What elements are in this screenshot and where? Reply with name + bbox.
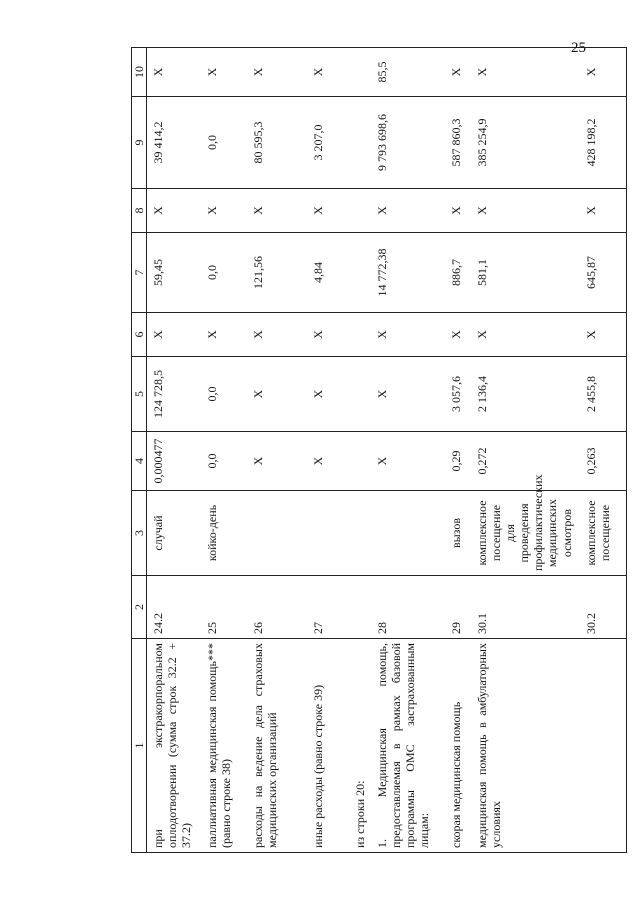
value-cell: X (371, 357, 445, 432)
unit-cell (371, 491, 445, 576)
column-number: 2 (132, 576, 147, 639)
row-code: 30.1 (471, 576, 580, 639)
value-cell: 587 860,3 (445, 97, 471, 189)
value-cell: 9 793 698,6 (371, 97, 445, 189)
table-row (247, 48, 307, 853)
row-code: 25 (201, 576, 247, 639)
value-cell: 121,56 (247, 233, 307, 313)
unit-cell (307, 491, 349, 576)
value-cell: X (371, 432, 445, 491)
value-cell: X (471, 189, 580, 233)
value-cell (349, 97, 371, 189)
value-cell: 0,000477 (147, 432, 201, 491)
unit-cell (247, 491, 307, 576)
value-cell: X (307, 357, 349, 432)
value-cell: X (580, 313, 627, 357)
table-row (349, 48, 371, 853)
value-cell: X (247, 48, 307, 97)
row-label: при экстракорпоральном оплодотворении (сумма строк 32.2 + 37.2) (147, 639, 201, 853)
row-code: 30.2 (580, 576, 627, 639)
row-label: иные расходы (равно строке 39) (307, 639, 349, 853)
value-cell: 2 136,4 (471, 357, 580, 432)
value-cell: 0,272 (471, 432, 580, 491)
row-label: 1. Медицинская помощь, предоставляемая в рамках базовой программы ОМС застрахованным лицам: (371, 639, 445, 853)
value-cell: 14 772,38 (371, 233, 445, 313)
value-cell: X (247, 313, 307, 357)
value-cell (349, 48, 371, 97)
value-cell: X (201, 313, 247, 357)
column-number: 1 (132, 639, 147, 853)
value-cell: X (445, 189, 471, 233)
value-cell: X (307, 313, 349, 357)
column-number: 8 (132, 189, 147, 233)
unit-cell: комплексное посещение (580, 491, 627, 576)
value-cell: 124 728,5 (147, 357, 201, 432)
value-cell: X (147, 313, 201, 357)
value-cell (349, 189, 371, 233)
column-number: 4 (132, 432, 147, 491)
table-body (147, 48, 627, 853)
column-number: 5 (132, 357, 147, 432)
value-cell: 3 057,6 (445, 357, 471, 432)
table-row (580, 48, 627, 853)
value-cell: 85,5 (371, 48, 445, 97)
row-code: 24.2 (147, 576, 201, 639)
page-number: 25 (571, 40, 586, 56)
row-label: скорая медицинская помощь (445, 639, 471, 853)
value-cell: X (445, 48, 471, 97)
value-cell: X (307, 48, 349, 97)
section-label: из строки 20: (349, 639, 371, 853)
value-cell: 3 207,0 (307, 97, 349, 189)
value-cell (349, 432, 371, 491)
value-cell: X (580, 48, 627, 97)
financing-table (131, 47, 627, 853)
row-code: 29 (445, 576, 471, 639)
row-code: 28 (371, 576, 445, 639)
value-cell: 385 254,9 (471, 97, 580, 189)
table-row (471, 48, 580, 853)
unit-cell: комплексное посещение для проведения профилактических медицинских осмотров (471, 491, 580, 576)
value-cell: X (371, 313, 445, 357)
row-code (349, 576, 371, 639)
value-cell: 886,7 (445, 233, 471, 313)
column-number-row (132, 48, 147, 853)
value-cell: X (471, 313, 580, 357)
value-cell: 0,29 (445, 432, 471, 491)
value-cell: X (147, 48, 201, 97)
value-cell: X (147, 189, 201, 233)
value-cell: X (247, 189, 307, 233)
value-cell: X (307, 432, 349, 491)
value-cell: 0,0 (201, 357, 247, 432)
unit-cell (349, 491, 371, 576)
value-cell: 80 595,3 (247, 97, 307, 189)
column-number: 10 (132, 48, 147, 97)
row-label: расходы на ведение дела страховых медицинских организаций (247, 639, 307, 853)
row-code: 27 (307, 576, 349, 639)
table-row (147, 48, 201, 853)
value-cell: X (471, 48, 580, 97)
value-cell: 645,87 (580, 233, 627, 313)
unit-cell: вызов (445, 491, 471, 576)
value-cell: 0,0 (201, 97, 247, 189)
row-code: 26 (247, 576, 307, 639)
row-label: медицинская помощь в амбулаторных условиях (471, 639, 580, 853)
table-row (371, 48, 445, 853)
value-cell: 39 414,2 (147, 97, 201, 189)
value-cell: 428 198,2 (580, 97, 627, 189)
table-row (445, 48, 471, 853)
table-row (201, 48, 247, 853)
value-cell: 2 455,8 (580, 357, 627, 432)
value-cell: 581,1 (471, 233, 580, 313)
value-cell (349, 233, 371, 313)
table-row (307, 48, 349, 853)
value-cell: X (580, 189, 627, 233)
value-cell (349, 357, 371, 432)
value-cell: X (371, 189, 445, 233)
value-cell: X (307, 189, 349, 233)
column-number: 7 (132, 233, 147, 313)
column-number: 6 (132, 313, 147, 357)
value-cell (349, 313, 371, 357)
value-cell: X (445, 313, 471, 357)
value-cell: X (247, 432, 307, 491)
rotated-table-container (131, 48, 612, 853)
value-cell: 0,263 (580, 432, 627, 491)
value-cell: 0,0 (201, 233, 247, 313)
value-cell: 4,84 (307, 233, 349, 313)
table-header (132, 48, 147, 853)
value-cell: 0,0 (201, 432, 247, 491)
value-cell: X (247, 357, 307, 432)
value-cell: X (201, 189, 247, 233)
value-cell: X (201, 48, 247, 97)
unit-cell: койко-день (201, 491, 247, 576)
value-cell: 59,45 (147, 233, 201, 313)
column-number: 9 (132, 97, 147, 189)
column-number: 3 (132, 491, 147, 576)
unit-cell: случай (147, 491, 201, 576)
row-label: паллиативная медицинская помощь*** (равно строке 38) (201, 639, 247, 853)
row-label (580, 639, 627, 853)
